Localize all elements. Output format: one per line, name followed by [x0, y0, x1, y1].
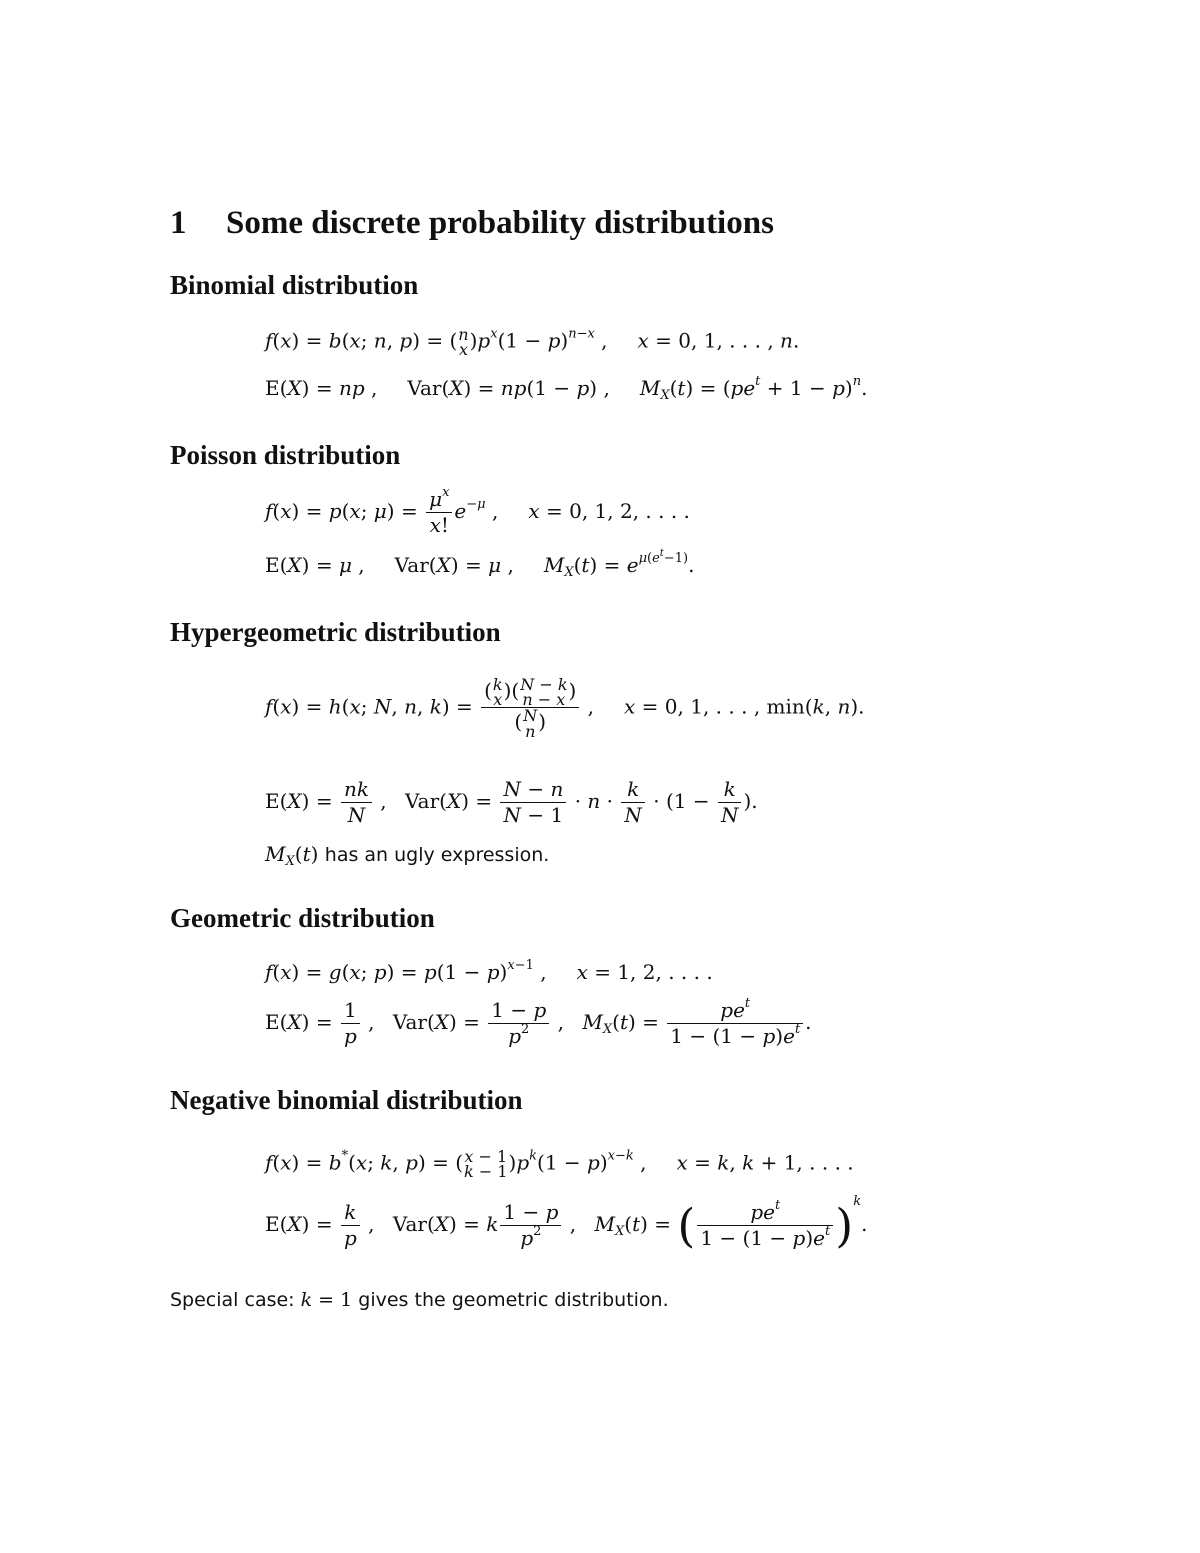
section-title-text: Some discrete probability distributions [226, 205, 774, 241]
binomial-moments-formula: E(X) = np , Var(X) = np(1 − p) , $M_X(t) = (pe^t + 1 - p)^n$. [265, 374, 868, 403]
hypergeometric-mgf-note: $M_X(t)$ has an ugly expression. [265, 842, 550, 869]
binomial-heading: Binomial distribution [170, 270, 419, 300]
geometric-moments-formula: E(X) = $\frac{1}{p}$ , Var(X) = $\frac{1 - p}{p^2}$ , $M_X(t)$ = $\frac{pe^t}{1 - (1 - p)e^t}$ . [265, 996, 812, 1048]
negative-binomial-heading: Negative binomial distribution [170, 1085, 523, 1115]
poisson-heading: Poisson distribution [170, 440, 401, 470]
section-number: 1 [170, 205, 187, 241]
special-case-suffix: gives the geometric distribution. [358, 1289, 669, 1311]
hypergeometric-moments-formula: E(X) = $\frac{nk}{N}$ , Var(X) = $\frac{N - n}{N - 1}$ · n · $\frac{k}{N}$ · (1 − $\frac{k}{N}$ ). [265, 777, 758, 827]
hypergeometric-heading: Hypergeometric distribution [170, 617, 501, 647]
special-case-prefix: Special case: [170, 1289, 295, 1311]
geometric-heading: Geometric distribution [170, 903, 435, 933]
binomial-pmf-formula: f(x) = b(x; n, p) = ( n x )$p^x(1 - p)^{n-x}$ , x = 0, 1, . . . , n. [265, 325, 800, 360]
geometric-pmf-formula: f(x) = g(x; $p) = p(1 - p)^{x-1}$ , x = 1, 2, . . . . [265, 958, 713, 984]
section-title [170, 205, 774, 242]
poisson-pmf-formula: f(x) = p(x; μ) = $\frac{\mu^x}{x!}$ $e^{-\mu}$ , x = 0, 1, 2, . . . . [265, 485, 690, 537]
negative-binomial-moments-formula: E(X) = $\frac{k}{p}$ , Var(X) = k $\frac{1 - p}{p^2}$ , $M_X(t)$ = ( $\frac{pe^t}{1 - (1 - p)e^t}$ )$^k$. [265, 1194, 868, 1253]
hypergeometric-pmf-formula: f(x) = h(x; N, n, k) = ( k x )( N − k n − x ) ( N n ) , x = 0, 1, . . . , min(k, n). [265, 675, 865, 741]
negative-binomial-pmf-formula: f(x) = b*(x; k, p) = ( x − 1 k − 1 )$p^k(1 - p)^{x-k}$ , x = k, k + 1, . . . . [265, 1147, 854, 1182]
mgf-note-text: has an ugly expression. [324, 844, 550, 866]
poisson-moments-formula: E(X) = μ , Var(X) = μ , $M_X(t) = e^{\mu(e^t-1)}$. [265, 548, 695, 580]
special-case-note: Special case: k = 1 gives the geometric distribution. [170, 1289, 669, 1311]
